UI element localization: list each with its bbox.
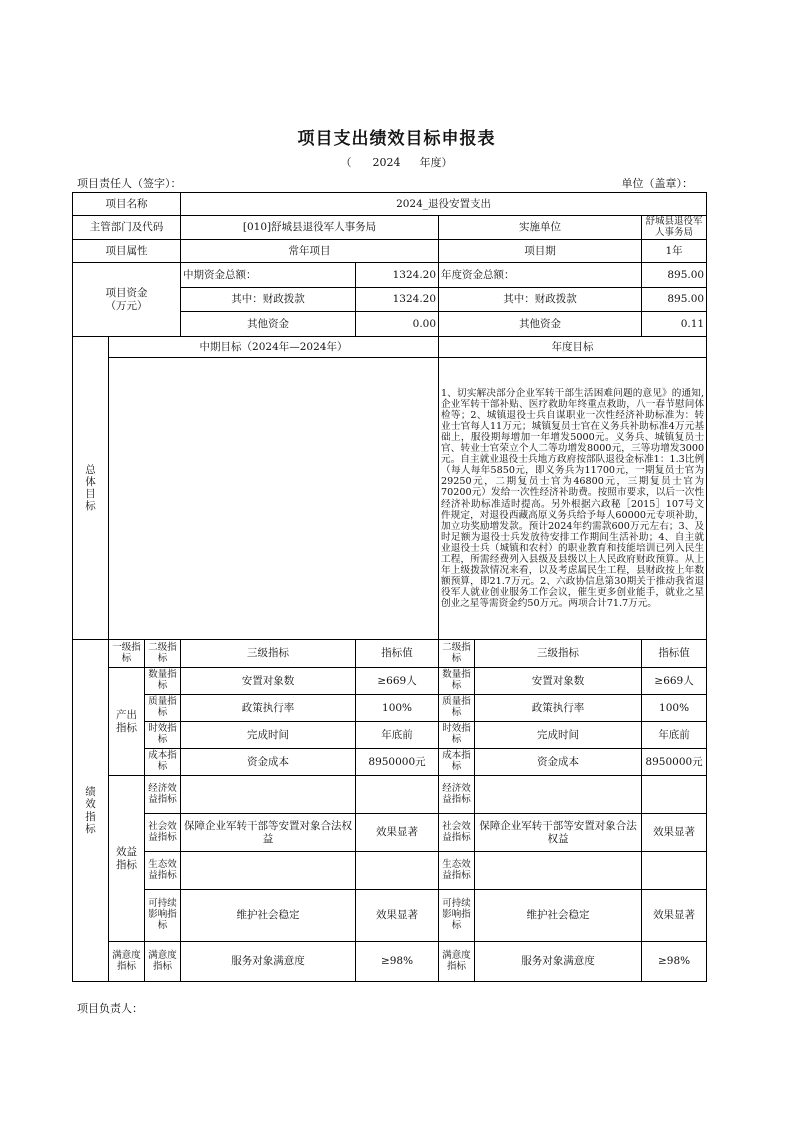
attr-value: 常年项目 [181,240,439,263]
header-l1: 一级指标 [109,640,145,668]
project-name-value: 2024_退役安置支出 [181,193,707,216]
annual-other-value: 0.11 [642,312,707,337]
table-row-val-annual: 效果显著 [642,814,707,852]
table-row-l2: 满意度指标 [145,942,181,982]
annual-goal-header: 年度目标 [439,337,707,358]
table-row-l3-annual: 服务对象满意度 [475,942,642,982]
table-row-l2-annual: 成本指标 [439,749,475,776]
mid-goal-header: 中期目标（2024年—2024年） [109,337,439,358]
year-value: 2024 [372,156,401,169]
table-row-l3-annual: 安置对象数 [475,668,642,695]
dept-value: [010]舒城县退役军人事务局 [181,216,439,240]
table-row-l3-annual [475,776,642,814]
header-l3: 三级指标 [181,640,356,668]
table-row-val: 8950000元 [356,749,439,776]
table-row-l3 [181,776,356,814]
table-row-l3: 服务对象满意度 [181,942,356,982]
table-row-l3-annual: 资金成本 [475,749,642,776]
table-row-l3-annual: 政策执行率 [475,695,642,722]
table-row-l3-annual: 保障企业军转干部等安置对象合法权益 [475,814,642,852]
unit-seal: 单位（盖章）： [621,177,693,190]
table-row-l3: 安置对象数 [181,668,356,695]
table-row-l2: 社会效益指标 [145,814,181,852]
header-l2: 二级指标 [145,640,181,668]
table-row-val-annual [642,776,707,814]
annual-total-value: 895.00 [642,263,707,288]
impl-label: 实施单位 [439,216,642,240]
table-row-l2-annual: 满意度指标 [439,942,475,982]
year-line [0,154,793,170]
table-row-l2: 可持续影响指标 [145,890,181,942]
period-label: 项目期 [439,240,642,263]
header-val-annual: 指标值 [642,640,707,668]
table-row-val: ≥669人 [356,668,439,695]
table-row-l2-annual: 质量指标 [439,695,475,722]
table-row-val: 年底前 [356,722,439,749]
overall-goals-label: 总 体 目 标 [73,337,109,640]
table-row-val: ≥98% [356,942,439,982]
table-row-l2: 经济效益指标 [145,776,181,814]
table-row-l3-annual [475,852,642,890]
impl-value: 舒城县退役军人事务局 [642,216,707,240]
annual-other-label: 其他资金 [439,312,642,337]
perf-label: 绩 效 指 标 [73,640,109,982]
project-name-label: 项目名称 [73,193,181,216]
table-row-l3-annual: 完成时间 [475,722,642,749]
year-open: （ [340,156,352,169]
header-l2-annual: 二级指标 [439,640,475,668]
table-row-l2: 质量指标 [145,695,181,722]
annual-total-label: 年度资金总额： [439,263,642,288]
table-row-l3: 政策执行率 [181,695,356,722]
table-row-l3: 完成时间 [181,722,356,749]
responsible-person: 项目责任人（签字）： [77,177,182,190]
table-row-l3-annual: 维护社会稳定 [475,890,642,942]
annual-fiscal-label: 其中：财政拨款 [439,288,642,312]
header-val: 指标值 [356,640,439,668]
benefit-indicator-label: 效益指标 [109,776,145,942]
table-row-l2-annual: 社会效益指标 [439,814,475,852]
satisfaction-indicator-label: 满意度指标 [109,942,145,982]
funds-label: 项目资金 （万元） [73,263,181,337]
table-row-val-annual: 效果显著 [642,890,707,942]
page-title: 项目支出绩效目标申报表 [297,129,496,149]
annual-goal-text: 1、切实解决部分企业军转干部生活困难问题的意见》的通知,企业军转干部补贴、医疗救助年终重点救助，八一春节慰问体检等；2、城镇退役士兵自谋职业一次性经济补助标准为：转业士官每人11万元；城镇复员士官在义务兵补助标准4万元基础上，服役期每增加一年增发5000元。义务兵、城镇复员士官、转业士官荣立个人二等功增发8000元，三等功增发3000元。自主就业退役士兵地方政府按部队退役金标准1：1.3比例（每人每年5850元，即义务兵为11700元，一期复员士官为29250元，二期复员士官为46800元，三期复员士官为70200元）发给一次性经济补助费。按照市要求，以后一次性经济补助标准适时提高。另外根据六政秘［2015］107号文件规定，对退役西藏高原义务兵给予每人60000元专项补助，加立功奖励增发款。预计2024年约需款600万元左右；3、及时足额为退役士兵发放待安排工作期间生活补助；4、自主就业退役士兵（城镇和农村）的职业教育和技能培训已列入民生工程，所需经费列入县级及县级以上人民政府财政预算。从上年上级拨款情况来看，以及考虑属民生工程，县财政按上年数额预算，即21.7万元。2、六政协信息第30期关于推动我省退役军人就业创业服务工作会议，催生更多创业能手，就业之星创业之星等需资金约50万元。两项合计71.7万元。 [439,358,707,640]
table-row-l2: 时效指标 [145,722,181,749]
year-suffix: 年度） [419,156,453,169]
table-row-val: 100% [356,695,439,722]
table-row-val [356,776,439,814]
table-row-val-annual: 年底前 [642,722,707,749]
mid-fiscal-value: 1324.20 [356,288,439,312]
dept-label: 主管部门及代码 [73,216,181,240]
table-row-val: 效果显著 [356,890,439,942]
table-row-l2-annual: 生态效益指标 [439,852,475,890]
mid-other-label: 其他资金 [181,312,356,337]
table-row-l2-annual: 时效指标 [439,722,475,749]
table-row-l2: 数量指标 [145,668,181,695]
table-row-l2-annual: 经济效益指标 [439,776,475,814]
table-row-val-annual: ≥98% [642,942,707,982]
mid-total-label: 中期资金总额： [181,263,356,288]
mid-total-value: 1324.20 [356,263,439,288]
table-row-val-annual: 100% [642,695,707,722]
annual-fiscal-value: 895.00 [642,288,707,312]
table-row-val-annual: ≥669人 [642,668,707,695]
mid-fiscal-label: 其中：财政拨款 [181,288,356,312]
table-row-val-annual [642,852,707,890]
header-l3-annual: 三级指标 [475,640,642,668]
table-row-l2-annual: 数量指标 [439,668,475,695]
table-row-l3 [181,852,356,890]
table-row-val-annual: 8950000元 [642,749,707,776]
table-row-l3: 维护社会稳定 [181,890,356,942]
mid-other-value: 0.00 [356,312,439,337]
table-row-l3: 资金成本 [181,749,356,776]
table-row-l2: 生态效益指标 [145,852,181,890]
performance-table [72,192,707,982]
project-leader: 项目负责人： [77,1002,143,1015]
mid-goal-text [109,358,439,640]
attr-label: 项目属性 [73,240,181,263]
table-row-l2-annual: 可持续影响指标 [439,890,475,942]
period-value: 1年 [642,240,707,263]
table-row-val: 效果显著 [356,814,439,852]
output-indicator-label: 产出指标 [109,668,145,776]
table-row-l2: 成本指标 [145,749,181,776]
table-row-val [356,852,439,890]
table-row-l3: 保障企业军转干部等安置对象合法权益 [181,814,356,852]
